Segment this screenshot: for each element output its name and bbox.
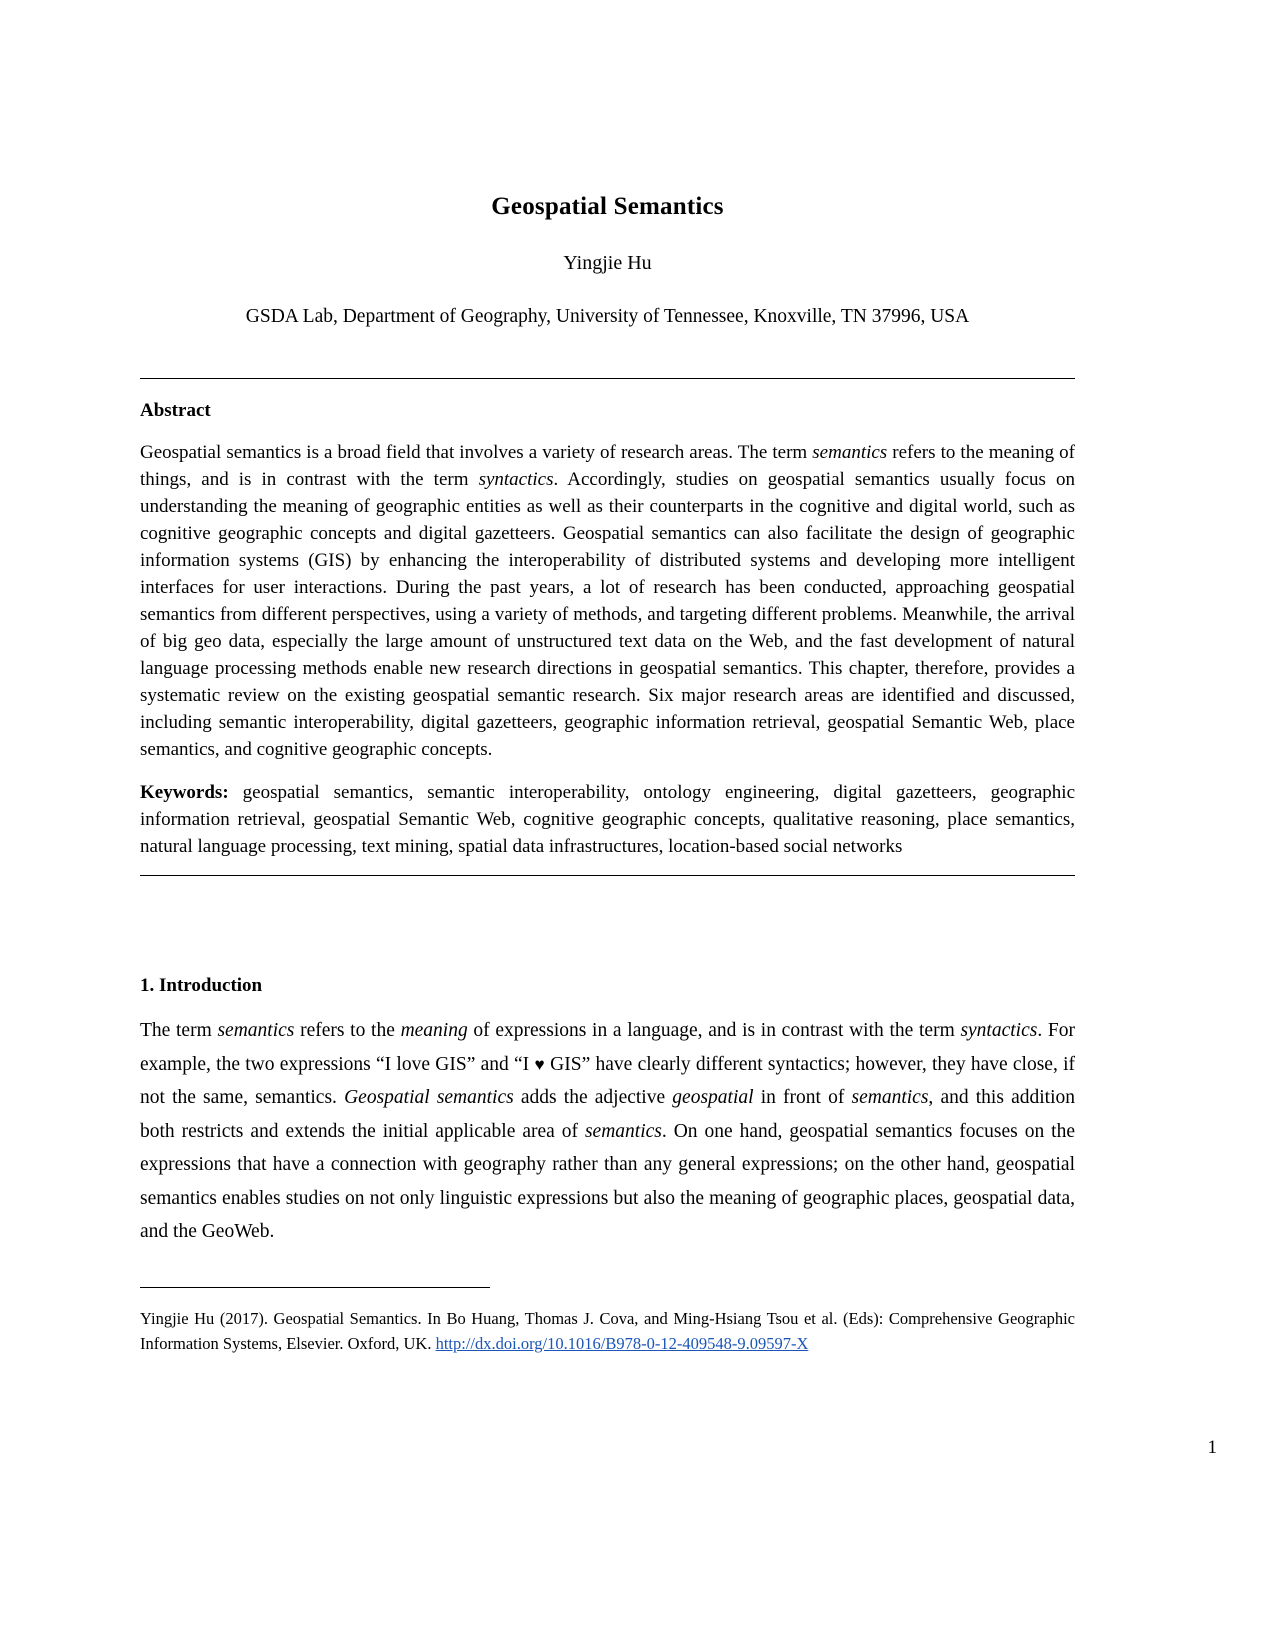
page-number: 1 xyxy=(1207,1437,1217,1458)
intro-italic-semantics-1: semantics xyxy=(217,1020,295,1042)
page-title: Geospatial Semantics xyxy=(491,193,724,220)
abstract-heading: Abstract xyxy=(140,400,211,422)
author-affiliation: GSDA Lab, Department of Geography, University of Tennessee, Knoxville, TN 37996, USA xyxy=(245,306,970,327)
keywords-label: Keywords: xyxy=(140,781,229,803)
abstract-segment-2: refers to the meaning of things, and is in contrast with the term xyxy=(140,442,1076,490)
intro-italic-syntactics: syntactics xyxy=(960,1020,1038,1042)
doi-link[interactable]: http://dx.doi.org/10.1016/B978-0-12-409548-9.09597-X xyxy=(435,1334,809,1354)
intro-segment-1: The term xyxy=(140,1020,218,1042)
abstract-text xyxy=(140,424,1075,764)
intro-segment-8: , and this addition both restricts and extends the initial applicable area of xyxy=(140,1087,1075,1142)
keywords-values: geospatial semantics, semantic interoperability, ontology engineering, digital gazetteers, geographic information retrieval, geospatial Semantic Web, cognitive geographic concepts, qualitative reasoning, place semantics, natural language processing, text mining, spatial data infrastructures, location-based social networks xyxy=(140,781,1075,857)
abstract-segment-3: . Accordingly, studies on geospatial semantics usually focus on understanding the meaning of geographic entities as well as their counterparts in the cognitive and digital world, such as cognitive geographic concepts and digital gazetteers. Geospatial semantics can also facilitate the design of geographic information systems (GIS) by enhancing the interoperability of distributed systems and developing more intelligent interfaces for user interactions. During the past years, a lot of research has been conducted, approaching geospatial semantics from different perspectives, using a variety of methods, and targeting different problems. Meanwhile, the arrival of big geo data, especially the large amount of unstructured text data on the Web, and the fast development of natural language processing methods enable new research directions in geospatial semantics. This chapter, therefore, provides a systematic review on the existing geospatial semantic research. Six major research areas are identified and discussed, including semantic interoperability, digital gazetteers, geographic information retrieval, geospatial Semantic Web, place semantics, and cognitive geographic concepts. xyxy=(140,469,1076,760)
intro-italic-geospatial-semantics: Geospatial semantics xyxy=(344,1087,514,1109)
page-content xyxy=(140,0,1075,1356)
intro-italic-geospatial: geospatial xyxy=(672,1087,754,1109)
author-name: Yingjie Hu xyxy=(563,252,652,274)
intro-italic-semantics-2: semantics xyxy=(851,1087,929,1109)
intro-italic-semantics-3: semantics xyxy=(584,1120,662,1142)
abstract-segment-1: Geospatial semantics is a broad field that involves a variety of research areas. The term xyxy=(140,442,813,464)
intro-segment-7: in front of xyxy=(753,1087,852,1109)
introduction-paragraph xyxy=(140,998,1075,1249)
intro-segment-3: of expressions in a language, and is in contrast with the term xyxy=(467,1020,961,1042)
abstract-italic-syntactics: syntactics xyxy=(478,469,554,490)
heart-icon: ♥ xyxy=(534,1054,545,1074)
keywords-line xyxy=(140,764,1075,861)
intro-segment-2: refers to the xyxy=(294,1020,401,1042)
intro-italic-meaning: meaning xyxy=(400,1020,468,1042)
footnote-citation xyxy=(140,1288,1075,1356)
intro-segment-9: . On one hand, geospatial semantics focuses on the expressions that have a connection with geography rather than any general expressions; on the other hand, geospatial semantics enables studies on not only linguistic expressions but also the meaning of geographic places, geospatial data, and the GeoWeb. xyxy=(140,1120,1075,1243)
intro-segment-6: adds the adjective xyxy=(513,1087,673,1109)
intro-segment-5: GIS” have clearly different syntactics; however, they have close, if not the same, semantics. xyxy=(140,1053,1076,1109)
footnote-text: Yingjie Hu (2017). Geospatial Semantics. In Bo Huang, Thomas J. Cova, and Ming-Hsiang Tsou et al. (Eds): Comprehensive Geographic Information Systems, Elsevier. Oxford, UK. xyxy=(140,1308,1075,1354)
abstract-italic-semantics: semantics xyxy=(812,442,888,464)
intro-segment-4: . For example, the two expressions “I love GIS” and “I xyxy=(140,1020,1076,1075)
section-heading-introduction: 1. Introduction xyxy=(140,974,263,996)
